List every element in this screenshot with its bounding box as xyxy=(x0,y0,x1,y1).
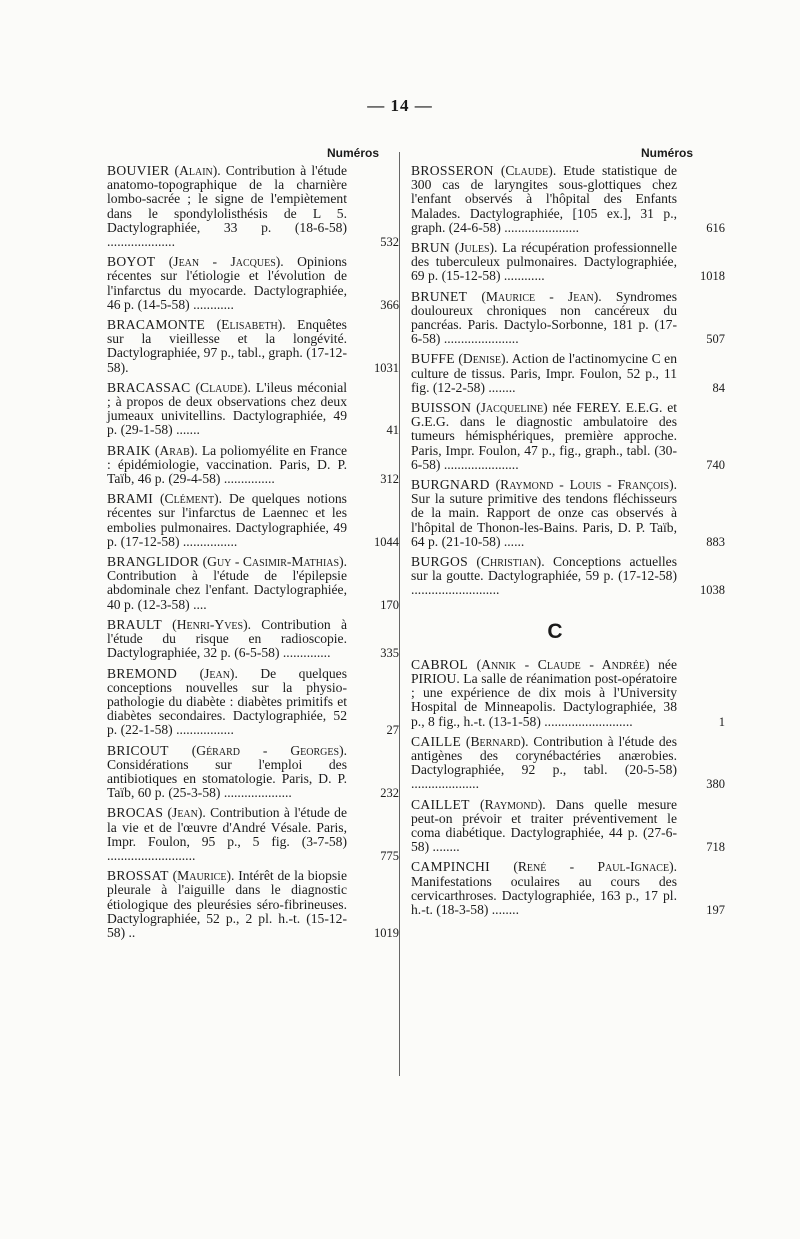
entry-number: 775 xyxy=(380,848,399,863)
entry-name: BRUNET xyxy=(411,288,468,304)
entry-name: BURGOS xyxy=(411,554,468,570)
page-number: — 14 — xyxy=(367,96,433,115)
entry-name: CAILLE xyxy=(411,733,462,749)
entry-body: Considérations sur l'emploi des antibiotiques en stomatologie. Paris, D. P. Taïb, 60 p. (25-3-58) .................... xyxy=(107,756,347,801)
left-entries xyxy=(107,163,399,946)
entry-number: 27 xyxy=(386,723,399,738)
entry-first-name: (Claude). xyxy=(195,379,251,395)
entry xyxy=(107,379,399,438)
entry-number: 616 xyxy=(706,220,725,235)
entry-number: 197 xyxy=(706,902,725,917)
entry-body: Contribution à l'étude de l'épilepsie abdominale chez l'enfant. Dactylographiée, 40 p. (12-3-58) .... xyxy=(107,568,347,612)
entry-first-name: (Elisabeth). xyxy=(216,317,286,333)
entry-name: CAMPINCHI xyxy=(411,859,490,875)
entry-body: Contribution à l'étude anatomo-topographique de la charnière lombo-sacrée ; le signe de l'empiètement dans le spondylolisthésis de L 5. Dactylographiée, 33 p. (18-6-58) .................... xyxy=(107,163,347,250)
entry-name: BOYOT xyxy=(107,254,156,270)
entry-first-name: (Jean). xyxy=(167,805,206,821)
entry-text xyxy=(107,667,369,738)
entry-name: BRAULT xyxy=(107,616,162,632)
entry-number: 883 xyxy=(706,534,725,549)
entry-first-name: (Denise). xyxy=(458,351,509,367)
entry xyxy=(411,351,725,395)
entry xyxy=(411,733,725,792)
entry-number: 1044 xyxy=(374,534,399,549)
entry-first-name: (Alain). xyxy=(174,163,221,178)
entry-text xyxy=(411,658,699,729)
entry-number: 1018 xyxy=(700,269,725,284)
entry xyxy=(411,288,725,347)
entry-number: 740 xyxy=(706,457,725,472)
entry xyxy=(107,616,399,661)
entry-name: BRAMI xyxy=(107,491,154,507)
entry-name: CABROL xyxy=(411,656,468,672)
entry-body: La poliomyélite en France : épidémiologie, vaccination. Paris, D. P. Taïb, 46 p. (29-4-58) ............... xyxy=(107,442,348,487)
entry xyxy=(107,665,399,738)
entry-name: BROCAS xyxy=(107,805,164,821)
entry-number: 507 xyxy=(706,332,725,347)
entry-first-name: (Henri-Yves). xyxy=(172,616,252,632)
entry xyxy=(107,868,399,940)
entry-text xyxy=(107,381,369,438)
entry-name: BUISSON xyxy=(411,400,472,416)
section-letter: C xyxy=(547,619,563,643)
entry-name: BUFFE xyxy=(411,351,455,367)
entry-text xyxy=(107,492,369,549)
entry-text xyxy=(107,618,369,661)
entry xyxy=(411,796,725,855)
column-header: Numéros xyxy=(641,146,694,160)
entry-first-name: (Christian). xyxy=(476,554,545,570)
entry xyxy=(411,554,725,598)
entry-text xyxy=(107,255,369,312)
entry-text xyxy=(411,352,699,395)
entry-text xyxy=(411,555,699,598)
entry-text xyxy=(411,860,699,917)
entry-first-name: (René - Paul-Ignace). xyxy=(513,859,678,875)
entry-text xyxy=(107,555,369,612)
entry-body: Action de l'actinomycine C en culture de tissus. Paris, Impr. Foulon, 52 p., 11 fig. (12-2-58) ........ xyxy=(411,351,677,395)
entry xyxy=(107,254,399,312)
entry xyxy=(411,477,725,549)
column-header: Numéros xyxy=(327,146,380,160)
entry xyxy=(107,163,399,250)
entry-name: BROSSAT xyxy=(107,868,169,884)
entry xyxy=(411,656,725,729)
entry-first-name: (Annik - Claude - Andrée) xyxy=(476,656,650,672)
entry-body: née PIRIOU. La salle de réanimation post-opératoire ; une expérience de dix mois à l'University Hospital de Minneapolis. Dactylographiée, 38 p., 8 fig., h.-t. (13-1-58) .......................... xyxy=(411,656,677,729)
entry-first-name: (Gérard - Georges). xyxy=(191,742,347,758)
entry-text xyxy=(107,318,369,375)
entry-number: 312 xyxy=(380,472,399,487)
entry-first-name: (Raymond). xyxy=(480,796,546,812)
entry-body: Manifestations oculaires au cours des cervicarthroses. Dactylographiée, 163 p., 17 pl. h.-t. (18-3-58) ........ xyxy=(411,873,677,917)
entry-name: BRUN xyxy=(411,240,450,256)
entry xyxy=(107,742,399,801)
entry xyxy=(411,400,725,472)
entry xyxy=(107,805,399,863)
right-entries-b xyxy=(411,163,725,598)
entry-text xyxy=(107,806,369,863)
entry-body: Conceptions actuelles sur la goutte. Dactylographiée, 59 p. (17-12-58) .......................... xyxy=(411,554,678,598)
entry-number: 335 xyxy=(380,646,399,661)
entry xyxy=(411,163,725,235)
entry-number: 1031 xyxy=(374,360,399,375)
right-entries-c xyxy=(411,656,725,917)
entry-number: 41 xyxy=(386,423,399,438)
entry-name: BROSSERON xyxy=(411,163,494,178)
entry-name: CAILLET xyxy=(411,796,470,812)
entry-body: Enquêtes sur la vieillesse et la longévité. Dactylographiée, 97 p., tabl., graph. (17-12-58). xyxy=(107,317,347,375)
entry-body: De quelques conceptions nouvelles sur la physio-pathologie du diabète : diabètes primitifs et diabètes secondaires. Dactylographiée, 52 p. (22-1-58) ................. xyxy=(107,665,347,738)
entry-first-name: (Arab). xyxy=(154,442,198,458)
entry-first-name: (Maurice). xyxy=(172,868,235,884)
entry-name: BRAIK xyxy=(107,442,151,458)
entry-body: Contribution à l'étude de la vie et de l'œuvre d'André Vésale. Paris, Impr. Foulon, 95 p., 5 fig. (3-7-58) .......................... xyxy=(107,805,347,863)
entry-text xyxy=(411,164,699,235)
column-divider xyxy=(399,152,400,1076)
entry-number: 84 xyxy=(712,380,725,395)
entry-text xyxy=(411,401,699,472)
entry-text xyxy=(107,164,369,249)
entry-text xyxy=(107,869,369,940)
entry-name: BREMOND xyxy=(107,665,178,681)
entry-body: Dans quelle mesure peut-on prévoir et traiter préventivement le coma diabétique. Dactylographiée, 44 p. (27-6-58) ........ xyxy=(411,796,677,855)
entry-body: Etude statistique de 300 cas de laryngites sous-glottiques chez l'enfant observés à l'hôpital des Enfants Malades. Dactylographiée, [105 ex.], 31 p., graph. (24-6-58) ...................... xyxy=(411,163,677,235)
entry-name: BRACASSAC xyxy=(107,379,191,395)
entry-name: BRICOUT xyxy=(107,742,169,758)
right-entries xyxy=(411,163,725,923)
entry-name: BRACAMONTE xyxy=(107,317,206,333)
entry-number: 366 xyxy=(380,297,399,312)
entry-body: La récupération professionnelle des tuberculeux pulmonaires. Dactylographiée, 69 p. (15-12-58) ............ xyxy=(411,240,677,284)
entry-body: Intérêt de la biopsie pleurale à l'aiguille dans le diagnostic étiologique des pleurésies séro-fibrineuses. Dactylographiée, 52 p., 2 pl. h.-t. (15-12-58) .. xyxy=(107,868,347,940)
entry-number: 170 xyxy=(380,597,399,612)
entry xyxy=(107,491,399,549)
entry-name: BRANGLIDOR xyxy=(107,554,200,570)
entry xyxy=(107,317,399,375)
entry-body: Opinions récentes sur l'étiologie et l'évolution de l'infarctus du myocarde. Dactylographiée, 46 p. (14-5-58) ............ xyxy=(107,254,347,312)
entry-text xyxy=(107,744,369,801)
entry-body: Sur la suture primitive des tendons fléchisseurs de la main. Rapport de onze cas observés à l'hôpital de Thonon-les-Bains. Paris, D. P. Taïb, 64 p. (21-10-58) ...... xyxy=(411,491,677,549)
entry-first-name: (Bernard). xyxy=(465,733,529,749)
entry-name: BOUVIER xyxy=(107,163,170,178)
entry-body: née FEREY. E.E.G. et G.E.G. dans le diagnostic ambulatoire des tumeurs hémisphériques, première approche. Paris, Impr. Foulon, 47 p., fig., graph., tabl. (30-6-58) ...................... xyxy=(411,400,678,472)
entry-text xyxy=(107,444,369,487)
entry-text xyxy=(411,735,699,792)
entry-body: De quelques notions récentes sur l'infarctus de Laennec et les embolies pulmonaires. Dactylographiée, 49 p. (17-12-58) ................ xyxy=(107,491,347,549)
entry-first-name: (Jules). xyxy=(454,240,498,256)
entry-number: 718 xyxy=(706,840,725,855)
entry-first-name: (Claude). xyxy=(500,163,557,178)
entry-first-name: (Maurice - Jean). xyxy=(481,288,602,304)
entry xyxy=(107,442,399,487)
entry-text xyxy=(411,798,699,855)
entry-first-name: (Guy - Casimir-Mathias). xyxy=(202,554,347,570)
entry-body: L'ileus méconial ; à propos de deux observations chez deux jumeaux univitellins. Dactylographiée, 49 p. (29-1-58) ....... xyxy=(107,379,348,438)
entry-first-name: (Jean - Jacques). xyxy=(168,254,284,270)
entry-first-name: (Clément). xyxy=(159,491,223,507)
entry-name: BURGNARD xyxy=(411,477,490,493)
entry-first-name: (Jean). xyxy=(199,665,238,681)
entry-number: 532 xyxy=(380,235,399,250)
entry-first-name: (Raymond - Louis - François). xyxy=(495,477,678,493)
entry-number: 380 xyxy=(706,777,725,792)
entry xyxy=(411,859,725,917)
entry-first-name: (Jacqueline) xyxy=(476,400,548,416)
entry-number: 1 xyxy=(718,714,725,729)
entry-text xyxy=(411,290,699,347)
entry-number: 1038 xyxy=(700,583,725,598)
entry-body: Contribution à l'étude du risque en radioscopie. Dactylographiée, 32 p. (6-5-58) .............. xyxy=(107,616,347,661)
entry-text xyxy=(411,241,699,284)
entry-number: 1019 xyxy=(374,925,399,940)
entry-body: Contribution à l'étude des antigènes des corynébactéries anærobies. Dactylographiée, 92 p., tabl. (20-5-58) .................... xyxy=(411,733,678,792)
entry xyxy=(107,554,399,612)
entry-text xyxy=(411,478,699,549)
entry xyxy=(411,240,725,284)
entry-body: Syndromes douloureux chroniques non cancéreux du pancréas. Paris. Dactylo-Sorbonne, 181 p. (17-6-58) ...................... xyxy=(411,288,677,347)
entry-number: 232 xyxy=(380,786,399,801)
